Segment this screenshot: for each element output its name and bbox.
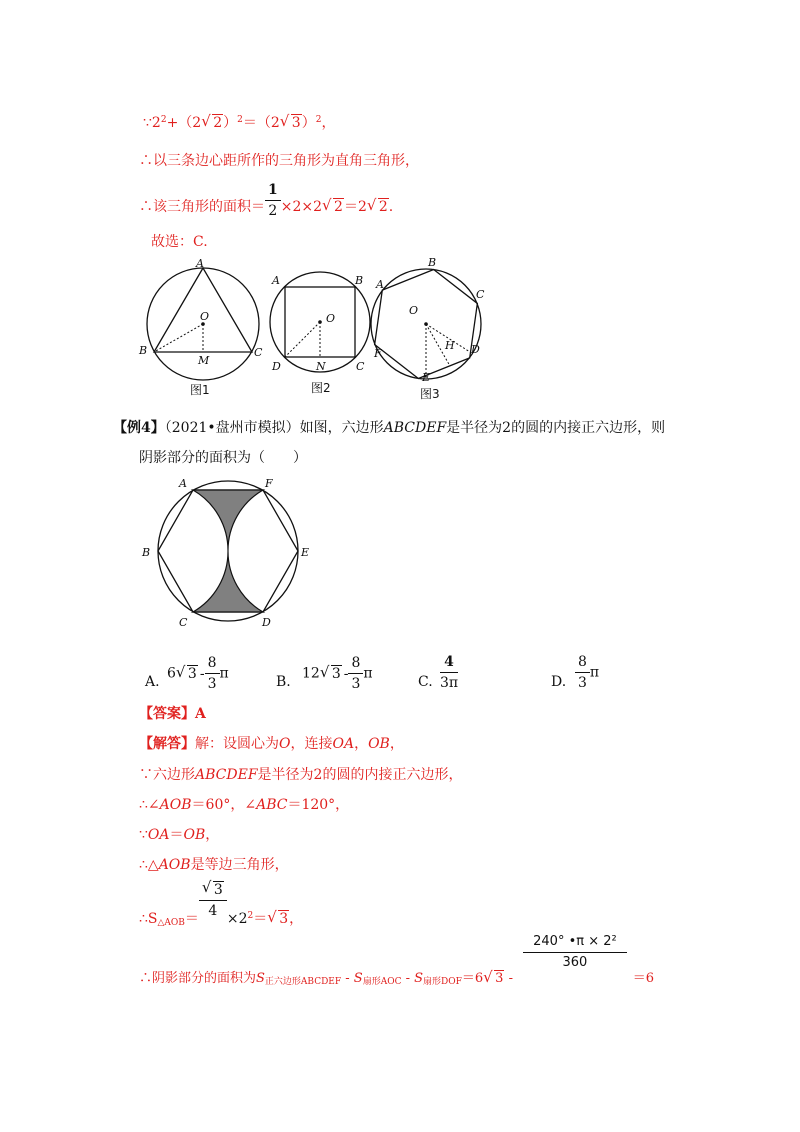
hex-label-b: B	[142, 546, 151, 559]
text: ，	[321, 115, 336, 131]
fig2-caption: 图2	[311, 381, 331, 395]
solution-line-1	[143, 112, 335, 132]
text: ＝2	[343, 199, 367, 215]
solution-line-5b: ∴△AOB是等边三角形，	[139, 857, 289, 873]
text: （2021•盘州市模拟）如图，六边形	[164, 420, 384, 436]
fig2-label-d: D	[272, 360, 281, 373]
hex-label-e: E	[301, 546, 310, 559]
figure-1	[138, 257, 263, 397]
text: ×2×2	[280, 199, 323, 215]
fig3-label-a: A	[376, 278, 384, 291]
fig2-label-o: O	[326, 312, 336, 325]
figure-3	[371, 256, 485, 400]
fig3-label-c: C	[476, 288, 485, 301]
sqrt: √ 2	[322, 196, 343, 215]
solution-line-2: ∴以三条边心距所作的三角形为直角三角形，	[139, 153, 419, 169]
fig1-label-a: A	[196, 257, 204, 270]
text: ＝（2	[242, 115, 280, 131]
hex-label-a: A	[179, 477, 187, 490]
fig3-label-e: E	[422, 371, 431, 384]
option-a-expr: 6 √ 3 - $\frac{8}{3}$ π	[167, 655, 229, 692]
option-label: D.	[551, 674, 567, 690]
option-b[interactable]	[276, 648, 373, 692]
text: ）	[223, 115, 238, 131]
exponent: 2	[237, 115, 243, 125]
analysis-tag: 【解答】	[139, 736, 195, 752]
fig1-label-o: O	[200, 310, 210, 323]
fig3-caption: 图3	[420, 387, 440, 400]
text: ∴该三角形的面积＝	[139, 199, 265, 215]
fig2-label-c: C	[356, 360, 365, 373]
fig3-label-h: H	[445, 339, 455, 352]
fraction: $\frac{1}{2}$	[265, 180, 281, 221]
hex-label-d: D	[262, 616, 271, 629]
option-c[interactable]	[418, 648, 459, 691]
fig3-label-b: B	[428, 256, 437, 269]
text: +（2	[166, 115, 202, 131]
option-c-expr: $\frac{4}{3\pi}$	[440, 654, 459, 691]
text: ∵2	[143, 115, 161, 131]
solution-line-3b: ∴∠AOB＝60°，∠ABC＝120°，	[139, 797, 350, 813]
fig1-label-c: C	[254, 346, 263, 359]
text: 是半径为2的圆的内接正六边形，则	[446, 420, 666, 436]
fig2-label-b: B	[355, 274, 364, 287]
example-tag: 【例4】	[113, 420, 165, 436]
fig3-label-o: O	[409, 304, 419, 317]
option-label: B.	[276, 674, 291, 690]
figure-2	[270, 272, 370, 395]
text: .	[388, 199, 394, 215]
option-d-expr: $\frac{8}{3}$ π	[575, 652, 599, 693]
option-a[interactable]	[145, 648, 229, 692]
hex-label-f: F	[265, 477, 273, 490]
fig1-caption: 图1	[190, 383, 210, 397]
solution-line-4b: ∵OA＝OB，	[139, 827, 220, 843]
example-4-line-1	[113, 417, 665, 437]
option-label: A.	[145, 674, 160, 690]
solution-line-4: 故选：C.	[151, 234, 208, 250]
solution-line-7b: ∴阴影部分的面积为$S_{正六边形ABCDEF} - S_{扇形AOC} - S_{扇形DOF}=6$ √ 3 - $\frac{\text{240° •π × 2²}}{360}$ ＝6	[139, 934, 654, 987]
fig2-label-a: A	[272, 274, 280, 287]
fig3-label-f: F	[374, 347, 382, 360]
hexagon-figure	[135, 470, 325, 630]
fig1-label-b: B	[139, 344, 148, 357]
sqrt: √ 2	[201, 112, 223, 131]
example-4-line-2: 阴影部分的面积为（ ）	[139, 450, 307, 466]
figures-1-3	[130, 252, 500, 400]
text: ）	[301, 115, 316, 131]
exponent: 2	[160, 115, 167, 125]
fig1-label-m: M	[198, 354, 210, 367]
exponent: 2	[315, 115, 322, 125]
option-b-expr: 12 √ 3 - $\frac{8}{3}$ π	[302, 655, 373, 692]
hex-label-c: C	[179, 616, 188, 629]
option-d[interactable]	[551, 648, 600, 691]
solution-line-analysis: 【解答】解：设圆心为O，连接OA，OB，	[139, 736, 404, 752]
sqrt: √ 2	[366, 196, 388, 215]
option-label: C.	[418, 674, 433, 690]
solution-line-6b: $\therefore S_{\triangle AOB}=$ √ 3 4 $\times 2_2=$ √ 3，	[139, 878, 304, 928]
solution-line-2b: ∵六边形ABCDEF是半径为2的圆的内接正六边形，	[139, 767, 463, 783]
solution-line-3	[139, 180, 393, 221]
sqrt: √ 3	[279, 112, 301, 131]
fig2-label-n: N	[316, 360, 326, 373]
fig3-label-d: D	[471, 343, 480, 356]
answer-line: 【答案】A	[139, 706, 206, 722]
text: ABCDEF	[383, 420, 447, 436]
